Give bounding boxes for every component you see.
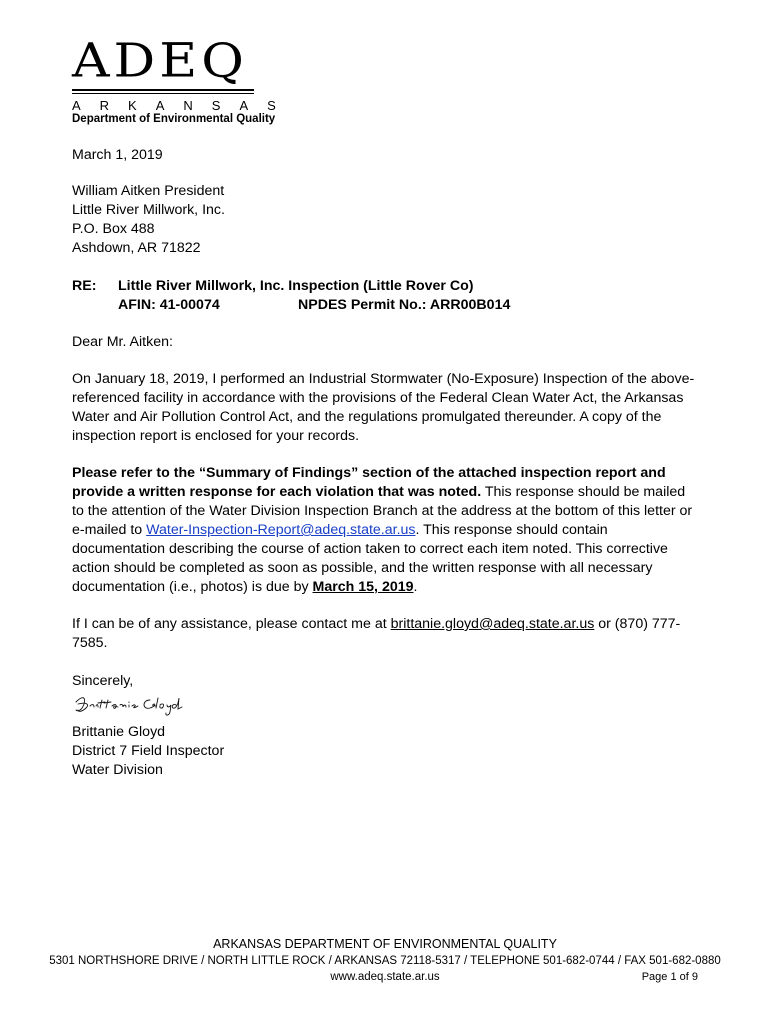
signer-title: District 7 Field Inspector [72, 743, 225, 759]
body-paragraph-1: On January 18, 2019, I performed an Industrial Stormwater (No-Exposure) Inspection of the above-referenced facility in accordance with the provisions of the Federal Clean Water Act, the Arkansas Water and Air Pollution Control Act, and the regulations promulgated thereunder. A copy of the inspection report is enclosed for your records. [72, 371, 695, 444]
re-subject: Little River Millwork, Inc. Inspection (Little Rover Co) [118, 278, 474, 294]
re-afin: AFIN: 41-00074 [118, 297, 220, 313]
adeq-logo: ADEQ [72, 34, 248, 89]
signer-name: Brittanie Gloyd [72, 724, 166, 740]
re-label: RE: [72, 278, 97, 294]
logo-rule [72, 93, 254, 94]
page-number: Page 1 of 9 [641, 971, 698, 983]
closing: Sincerely, [72, 673, 134, 689]
recipient-line: Ashdown, AR 71822 [72, 240, 201, 256]
signer-block [72, 723, 224, 780]
footer-agency: ARKANSAS DEPARTMENT OF ENVIRONMENTAL QUALITY [213, 937, 557, 951]
paragraph-text: . This response should contain documentation describing the course of action taken to correct each item noted. This corrective action should be completed as soon as possible, and the written response with all necessary documentation (i.e., photos) is due by [72, 522, 668, 595]
paragraph-text: This response should be mailed to the attention of the Water Division Inspection Branch at the address at the bottom of this letter or e-mailed to [72, 484, 693, 538]
letter-date: March 1, 2019 [72, 147, 163, 163]
logo-department: Department of Environmental Quality [72, 113, 276, 125]
logo-rule [72, 89, 254, 91]
paragraph-text: . [413, 579, 418, 595]
signer-division: Water Division [72, 762, 163, 778]
greeting: Dear Mr. Aitken: [72, 334, 173, 350]
due-date: March 15, 2019 [312, 579, 414, 595]
findings-instruction: Please refer to the “Summary of Findings” section of the attached inspection report and provide a written response for each violation that was noted. [72, 465, 666, 500]
recipient-address [72, 182, 225, 258]
recipient-line: Little River Millwork, Inc. [72, 202, 225, 218]
footer-address: 5301 NORTHSHORE DRIVE / NORTH LITTLE ROCK / ARKANSAS 72118-5317 / TELEPHONE 501-682-0744 / FAX 501-682-0880 [49, 955, 721, 967]
recipient-line: William Aitken President [72, 183, 225, 199]
recipient-line: P.O. Box 488 [72, 221, 155, 237]
paragraph-text: or (870) 777-7585. [72, 616, 681, 651]
inspector-email-link[interactable]: brittanie.gloyd@adeq.state.ar.us [390, 616, 595, 632]
footer-website: www.adeq.state.ar.us [330, 971, 440, 983]
re-npdes-permit: NPDES Permit No.: ARR00B014 [298, 297, 511, 313]
handwritten-signature [72, 692, 202, 722]
body-paragraph-2 [72, 464, 700, 597]
inspection-report-email-link[interactable]: Water-Inspection-Report@adeq.state.ar.us [146, 522, 416, 538]
paragraph-text: If I can be of any assistance, please contact me at [72, 616, 391, 632]
logo-state: ARKANSAS [72, 98, 295, 113]
body-paragraph-3 [72, 615, 700, 653]
